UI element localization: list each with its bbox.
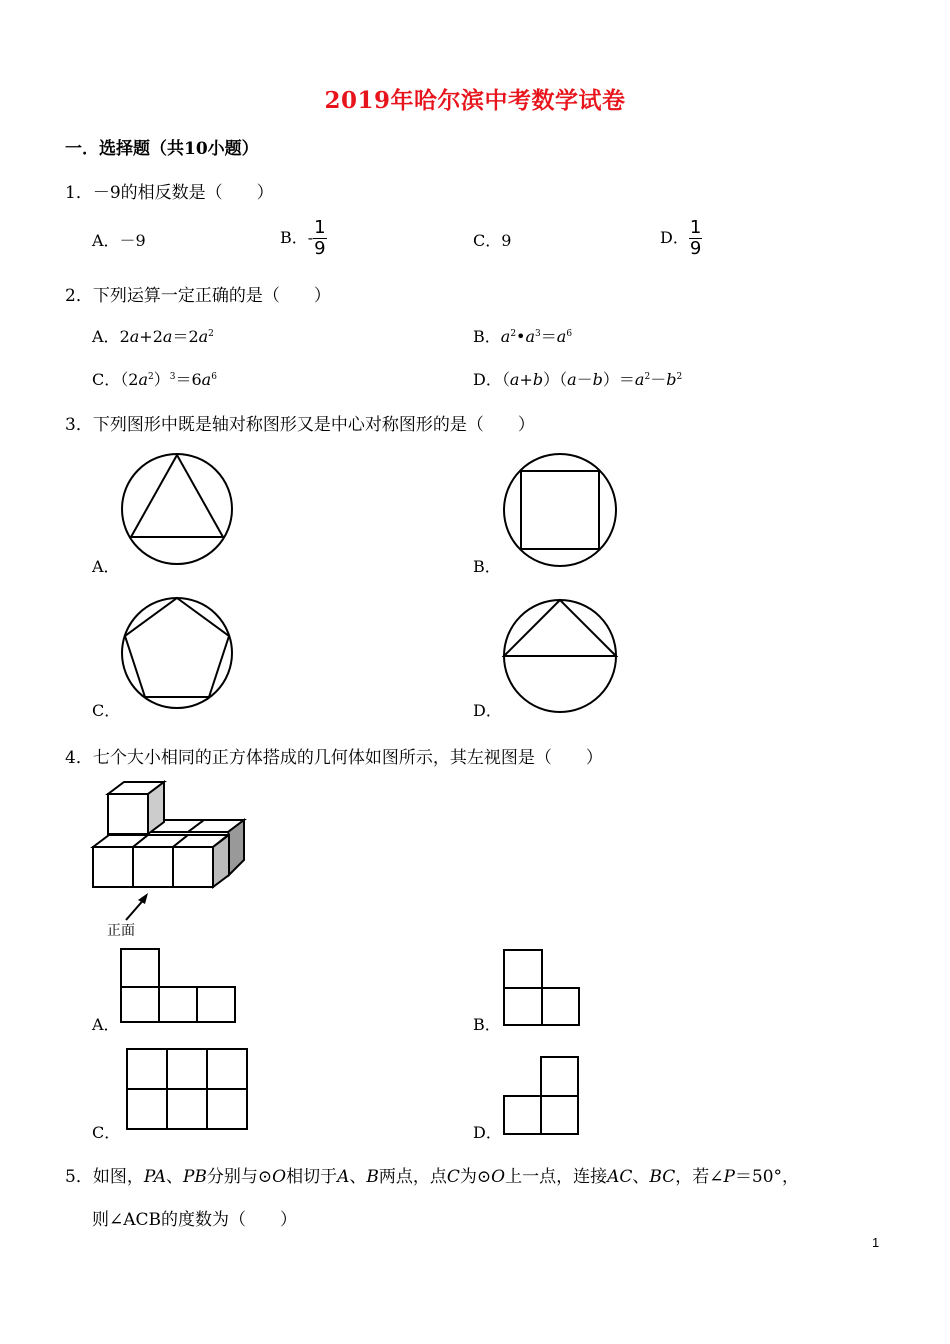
q3-option-b[interactable]: B．	[473, 557, 501, 576]
q1-option-d-fraction: $\frac{1}{9}$	[689, 217, 702, 259]
section-heading: 一．选择题（共10小题）	[65, 139, 259, 159]
q4-option-a[interactable]: A．	[92, 1015, 120, 1034]
q3-option-a[interactable]: A．	[92, 557, 120, 576]
left-view-option-b-figure	[500, 946, 584, 1030]
question-5-stem-line-2: 则∠ACB的度数为（ ）	[92, 1210, 298, 1230]
left-view-option-d-figure	[500, 1054, 584, 1140]
question-1-stem: 1．－9的相反数是（ ）	[65, 183, 274, 203]
q1-option-b[interactable]	[280, 218, 327, 259]
left-view-option-c-figure	[124, 1046, 254, 1134]
q4-option-c[interactable]: C．	[92, 1123, 121, 1142]
q2-option-d[interactable]: D．$(a+b)(a-b)=a^2-b^2$	[473, 370, 683, 389]
question-2-stem: 2．下列运算一定正确的是（ ）	[65, 286, 331, 306]
q4-option-b[interactable]: B．	[473, 1015, 501, 1034]
question-5-stem-line-1: 5．如图，PA、PB分别与⊙O相切于A、B两点，点C为⊙O上一点，连接AC、BC，若∠P＝50°，	[65, 1167, 800, 1187]
question-3-stem: 3．下列图形中既是轴对称图形又是中心对称图形的是（ ）	[65, 415, 535, 435]
q3-option-d[interactable]: D．	[473, 701, 502, 720]
q1-option-b-fraction: $\frac{1}{9}$	[314, 217, 326, 259]
cube-stack-figure	[88, 780, 248, 940]
page-number: 1	[872, 1235, 880, 1250]
left-view-option-a-figure	[118, 946, 240, 1026]
q3-option-c[interactable]: C．	[92, 701, 121, 720]
q4-option-d[interactable]: D．	[473, 1123, 502, 1142]
circle-triangle-figure	[118, 450, 238, 570]
q1-option-c[interactable]: C．9	[473, 231, 512, 250]
circle-diameter-triangle-figure	[500, 594, 620, 714]
q2-option-b[interactable]: B．$a^2•a^3=a^6$	[473, 327, 573, 346]
circle-square-figure	[500, 450, 620, 570]
question-4-stem: 4．七个大小相同的正方体搭成的几何体如图所示，其左视图是（ ）	[65, 748, 603, 768]
q2-option-c[interactable]: C．$(2a^2)^3=6a^6$	[92, 370, 217, 389]
q1-option-d-prefix: D．	[660, 228, 689, 247]
circle-pentagon-figure	[118, 594, 238, 714]
q2-option-a[interactable]: A．$2a+2a=2a^2$	[92, 327, 214, 346]
front-label: 正面	[107, 923, 135, 939]
page-title: 2019年哈尔滨中考数学试卷	[324, 87, 626, 114]
q1-option-d[interactable]	[660, 218, 702, 259]
q1-option-b-prefix: B．-	[280, 228, 314, 247]
q1-option-a[interactable]: A．－9	[92, 231, 146, 250]
